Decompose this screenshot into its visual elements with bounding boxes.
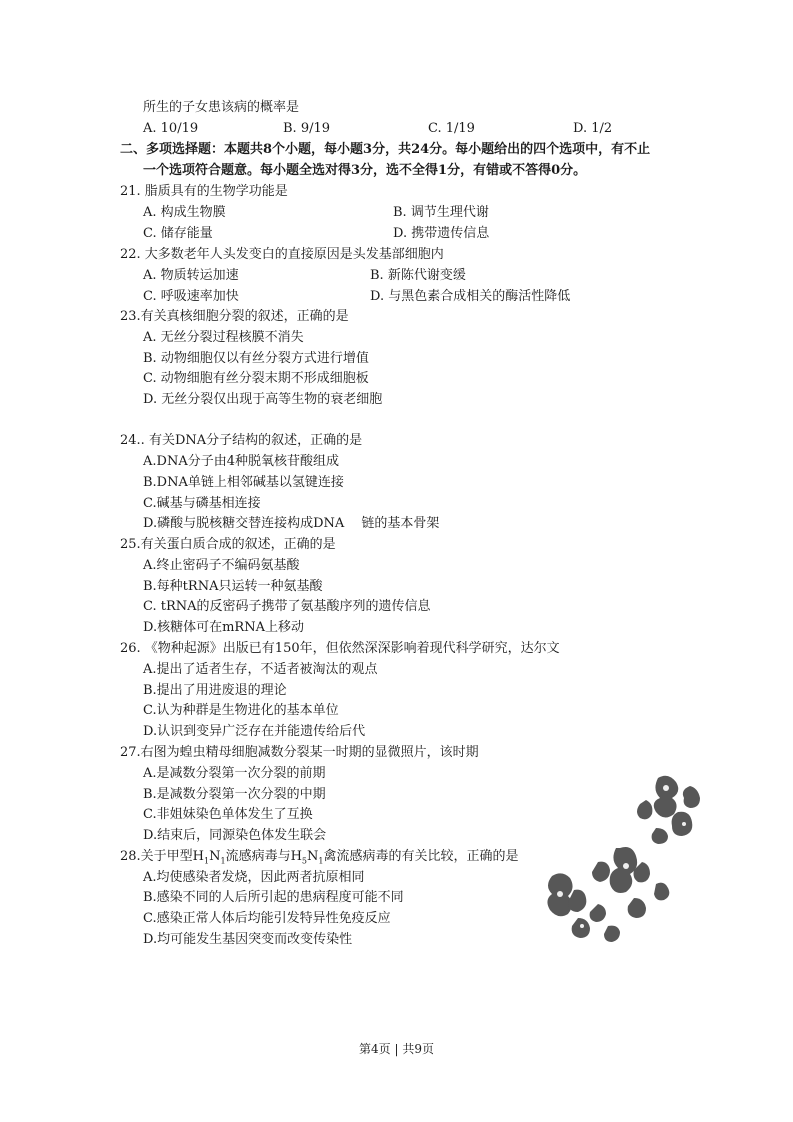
q21-option-a: A. 构成生物膜 xyxy=(143,205,226,220)
q26-option-a: A.提出了适者生存，不适者被淘汰的观点 xyxy=(143,662,378,677)
q28-option-b: B.感染不同的人后所引起的患病程度可能不同 xyxy=(143,890,404,905)
q25-option-a: A.终止密码子不编码氨基酸 xyxy=(143,558,300,573)
q26-option-c: C.认为种群是生物进化的基本单位 xyxy=(143,703,339,718)
q25-option-c: C. tRNA的反密码子携带了氨基酸序列的遗传信息 xyxy=(143,599,431,614)
q26-option-d: D.认识到变异广泛存在并能遗传给后代 xyxy=(143,724,366,739)
section2-heading-line2: 一个选项符合题意。每小题全选对得3分，选不全得1分，有错或不答得0分。 xyxy=(143,163,587,178)
q23-option-d: D. 无丝分裂仅出现于高等生物的衰老细胞 xyxy=(143,392,383,407)
q21-option-d: D. 携带遗传信息 xyxy=(393,226,490,241)
q22-stem: 22. 大多数老年人头发变白的直接原因是头发基部细胞内 xyxy=(120,247,444,262)
q27-option-a: A.是减数分裂第一次分裂的前期 xyxy=(143,766,326,781)
q27-option-b: B.是减数分裂第一次分裂的中期 xyxy=(143,787,326,802)
section2-heading-line1: 二、多项选择题：本题共8个小题，每小题3分，共24分。每小题给出的四个选项中，有不止 xyxy=(120,142,651,157)
q20-option-a: A. 10/19 xyxy=(143,121,199,136)
q22-option-c: C. 呼吸速率加快 xyxy=(143,289,239,304)
q24-option-c: C.碱基与磷基相连接 xyxy=(143,496,261,511)
q23-stem: 23.有关真核细胞分裂的叙述，正确的是 xyxy=(120,309,349,324)
q20-option-c: C. 1/19 xyxy=(428,121,475,136)
q27-option-c: C.非姐妹染色单体发生了互换 xyxy=(143,807,313,822)
q28-option-a: A.均使感染者发烧，因此两者抗原相同 xyxy=(143,870,365,885)
q25-option-d: D.核糖体可在mRNA上移动 xyxy=(143,620,304,635)
q23-option-a: A. 无丝分裂过程核膜不消失 xyxy=(143,330,304,345)
chromosome-micrograph xyxy=(538,766,718,946)
q28-stem: 28.关于甲型$H_1N_1$流感病毒与$H_5N_1$禽流感病毒的有关比较，正确的是 xyxy=(120,849,519,866)
q21-stem: 21. 脂质具有的生物学功能是 xyxy=(120,184,288,199)
q25-stem: 25.有关蛋白质合成的叙述，正确的是 xyxy=(120,537,336,552)
q20-stem-tail: 所生的子女患该病的概率是 xyxy=(143,100,300,115)
q20-option-d: D. 1/2 xyxy=(573,121,613,136)
q23-option-c: C. 动物细胞有丝分裂末期不形成细胞板 xyxy=(143,371,369,386)
q24-option-d: D.磷酸与脱核糖交替连接构成DNA 链的基本骨架 xyxy=(143,516,440,531)
q28-option-d: D.均可能发生基因突变而改变传染性 xyxy=(143,932,353,947)
page-footer: 第4页 | 共9页 xyxy=(359,1042,434,1056)
q22-option-d: D. 与黑色素合成相关的酶活性降低 xyxy=(370,289,571,304)
q22-option-a: A. 物质转运加速 xyxy=(143,268,239,283)
q27-stem: 27.右图为蝗虫精母细胞减数分裂某一时期的显微照片，该时期 xyxy=(120,745,479,760)
q23-option-b: B. 动物细胞仅以有丝分裂方式进行增值 xyxy=(143,351,369,366)
q25-option-b: B.每种tRNA只运转一种氨基酸 xyxy=(143,579,323,594)
q24-option-b: B.DNA单链上相邻碱基以氢键连接 xyxy=(143,475,344,490)
q24-stem: 24.. 有关DNA分子结构的叙述，正确的是 xyxy=(120,433,363,448)
q28-option-c: C.感染正常人体后均能引发特异性免疫反应 xyxy=(143,911,391,926)
q27-option-d: D.结束后，同源染色体发生联会 xyxy=(143,828,327,843)
q21-option-c: C. 储存能量 xyxy=(143,226,213,241)
q24-option-a: A.DNA分子由4种脱氧核苷酸组成 xyxy=(143,454,339,469)
q22-option-b: B. 新陈代谢变缓 xyxy=(370,268,466,283)
q21-option-b: B. 调节生理代谢 xyxy=(393,205,489,220)
q20-option-b: B. 9/19 xyxy=(283,121,331,136)
q26-stem: 26. 《物种起源》出版已有150年，但依然深深影响着现代科学研究，达尔文 xyxy=(120,641,560,656)
q26-option-b: B.提出了用进废退的理论 xyxy=(143,683,287,698)
